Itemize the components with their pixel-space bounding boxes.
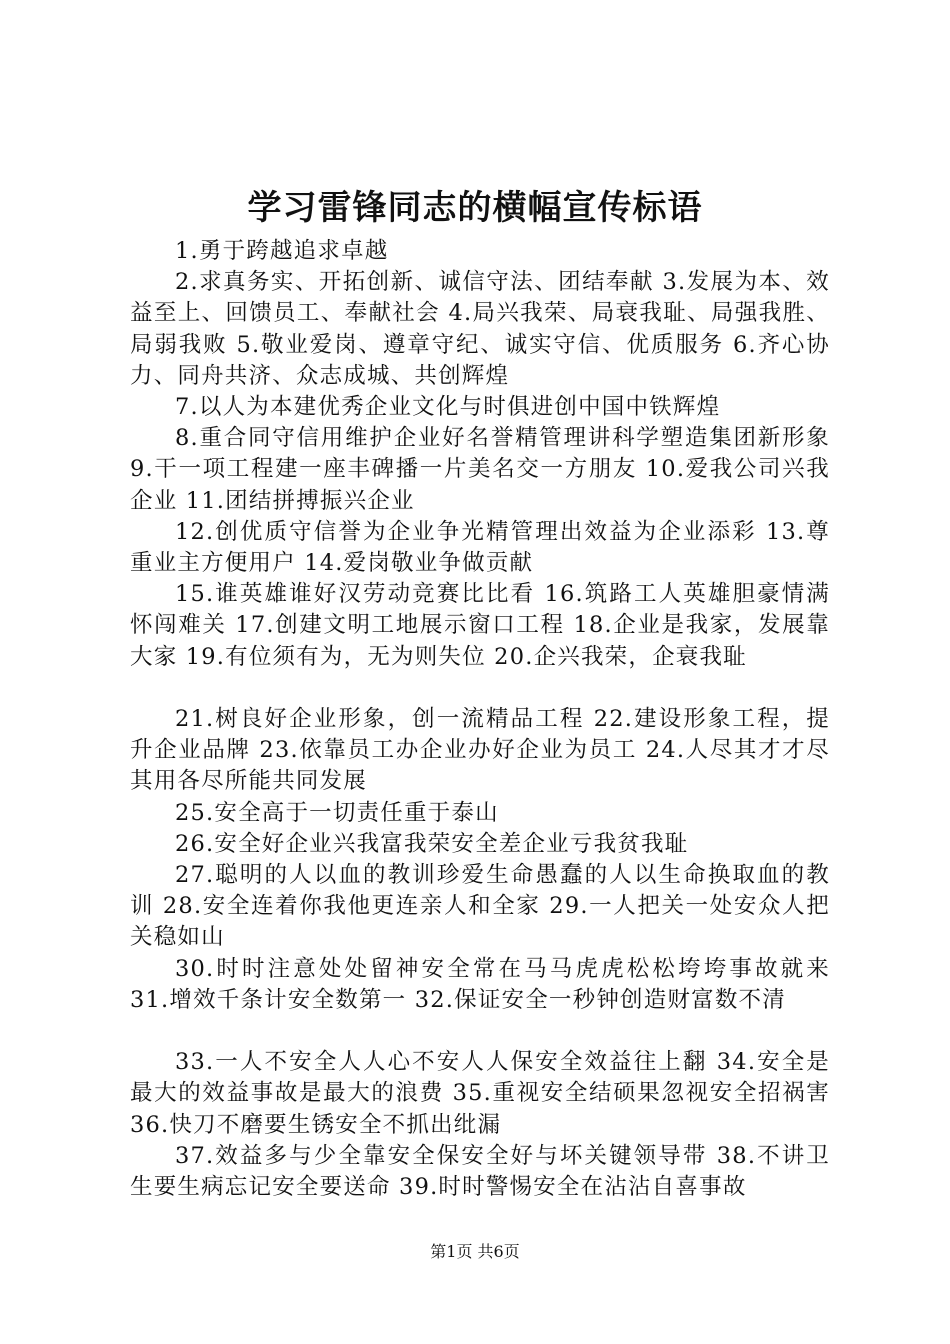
paragraph-spacer [130,673,830,704]
paragraph-7: 21.树良好企业形象，创一流精品工程 22.建设形象工程，提升企业品牌 23.依靠员工办企业办好企业为员工 24.人尽其才才尽其用各尽所能共同发展 [130,706,830,795]
paragraph-5: 12.创优质守信誉为企业争光精管理出效益为企业添彩 13.尊重业主方便用户 14.爱岗敬业争做贡献 [130,518,830,577]
paragraph-3: 7.以人为本建优秀企业文化与时俱进创中国中铁辉煌 [175,394,721,421]
paragraph-13: 37.效益多与少全靠安全保安全好与坏关键领导带 38.不讲卫生要生病忘记安全要送命 39.时时警惕安全在沾沾自喜事故 [130,1142,830,1201]
paragraph-11: 30.时时注意处处留神安全常在马马虎虎松松垮垮事故就来 31.增效千条计安全数第一 32.保证安全一秒钟创造财富数不清 [130,955,830,1013]
document-body [130,236,830,1203]
paragraph-6: 15.谁英雄谁好汉劳动竞赛比比看 16.筑路工人英雄胆豪情满怀闯难关 17.创建文明工地展示窗口工程 18.企业是我家，发展靠大家 19.有位须有为，无为则失位 20.企兴我荣，企衰我耻 [130,581,830,670]
paragraph-2: 2.求真务实、开拓创新、诚信守法、团结奉献 3.发展为本、效益至上、回馈员工、奉献社会 4.局兴我荣、局衰我耻、局强我胜、局弱我败 5.敬业爱岗、遵章守纪、诚实守信、优质服务 6.齐心协力、同舟共济、众志成城、共创辉煌 [130,269,830,389]
paragraph-spacer [130,1016,830,1047]
paragraph-1: 1.勇于跨越追求卓越 [175,238,389,264]
paragraph-8: 25.安全高于一切责任重于泰山 [175,799,499,826]
paragraph-10: 27.聪明的人以血的教训珍爱生命愚蠢的人以生命换取血的教训 28.安全连着你我他更连亲人和全家 29.一人把关一处安众人把关稳如山 [130,862,830,951]
paragraph-9: 26.安全好企业兴我富我荣安全差企业亏我贫我耻 [175,830,689,857]
document-title: 学习雷锋同志的横幅宣传标语 [247,188,703,228]
paragraph-4: 8.重合同守信用维护企业好名誉精管理讲科学塑造集团新形象 9.干一项工程建一座丰碑播一片美名交一方朋友 10.爱我公司兴我企业 11.团结拼搏振兴企业 [130,425,830,514]
page-number-footer: 第1页 共6页 [430,1242,520,1261]
paragraph-12: 33.一人不安全人人心不安人人保安全效益往上翻 34.安全是最大的效益事故是最大的浪费 35.重视安全结硕果忽视安全招祸害 36.快刀不磨要生锈安全不抓出纰漏 [130,1049,830,1138]
